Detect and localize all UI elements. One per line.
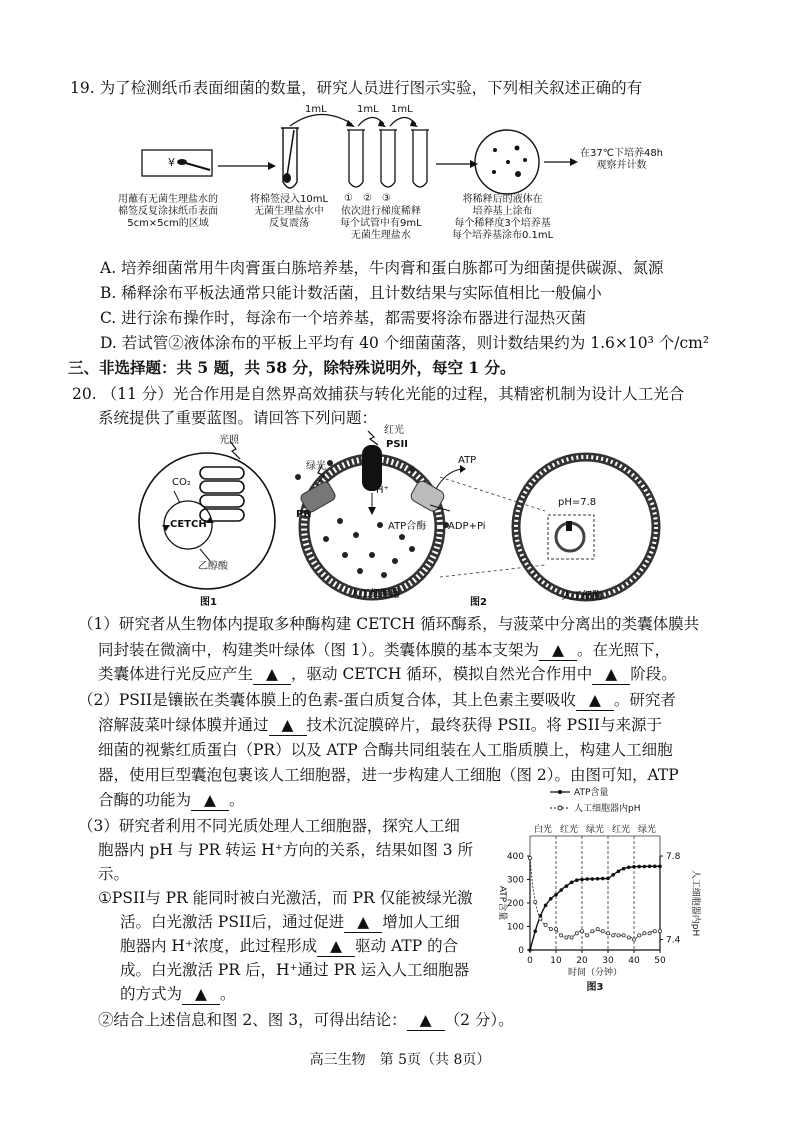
x-tick-label: 30 (602, 956, 614, 966)
q20-2-line5: 合酶的功能为 ▲ 。 (98, 791, 245, 809)
atp-point (554, 893, 558, 897)
y2-tick-label: 7.8 (666, 852, 681, 862)
q20-3-line2: 胞器内 pH 与 PR 转运 H⁺方向的关系，结果如图 3 所 (98, 841, 474, 859)
light-label-1: 红光 (559, 825, 579, 835)
step1-text: 用蘸有无菌生理盐水的 棉签反复涂抹纸币表面 5cm×5cm的区域 (118, 194, 218, 229)
atp-point (528, 948, 532, 952)
atp-point (643, 865, 647, 869)
x-tick-label: 40 (628, 956, 640, 966)
banknote (142, 150, 212, 176)
q20-3-line5: 活。白光激活 PSII后，通过促进 ▲ 增加人工细 (120, 913, 460, 931)
ph-point (601, 930, 604, 933)
ph-point (591, 930, 594, 933)
page-footer: 高三生物 第 5页（共 8页） (309, 1052, 491, 1068)
thylakoid-stack (200, 467, 244, 521)
q19-stem: 19. 为了检测纸币表面细菌的数量，研究人员进行图示实验，下列相关叙述正确的有 (70, 79, 643, 97)
tube-numbers: ① ② ③ (344, 193, 391, 204)
q20-3-line7: 成。白光激活 PR 后，H⁺通过 PR 运入人工细胞器 (120, 961, 470, 979)
q19-option-a: A. 培养细菌常用牛肉膏蛋白胨培养基，牛肉膏和蛋白胨都可为细菌提供碳源、氮源 (100, 259, 664, 277)
atp-point (601, 877, 605, 881)
q20-2-line2: 溶解菠菜叶绿体膜并通过 ▲ 技术沉淀膜碎片，最终获得 PSII。将 PSII与来源于 (98, 716, 662, 734)
q20-figures-1-2: 光照 CO₂ CETCH 乙醇酸 红光 PSII 绿光 PR H⁺ ATP ATP合酶 ADP+Pi pH=7.8 人工细胞器 人工细胞 图1 图2 (0, 425, 800, 610)
answer-blank[interactable]: ▲ (191, 790, 229, 811)
ph-point (612, 934, 615, 937)
ph-point (606, 932, 609, 935)
q20-1-line1: （1）研究者从生物体内提取多种酶构建 CETCH 循环酶系，与菠菜中分离出的类囊体膜共 (78, 615, 700, 633)
y2-axis-label: 人工细胞器内pH (690, 869, 700, 937)
atp-point (653, 865, 657, 869)
q20-3-line9: ②结合上述信息和图 2、图 3，可得出结论： ▲ （2 分）。 (98, 1011, 514, 1029)
ph-point (617, 934, 620, 937)
light-label-2: 绿光 (585, 825, 605, 835)
legend-ph-label: 人工细胞器内pH (574, 804, 641, 814)
atp-point (637, 865, 641, 869)
ph-point (539, 917, 542, 920)
atp-point (596, 877, 600, 881)
q20-1-line2: 同封装在微滴中，构建类叶绿体（图 1）。类囊体膜的基本支架为 ▲ 。在光照下， (98, 641, 671, 659)
ph-point (586, 934, 589, 937)
ph-point (653, 930, 656, 933)
q20-3-line4: ①PSII与 PR 能同时被白光激活，而 PR 仅能被绿光激 (98, 889, 473, 907)
answer-blank[interactable]: ▲ (407, 1010, 445, 1031)
q20-intro-1: 20. （11 分）光合作用是自然界高效捕获与转化光能的过程，其精密机制为设计人工光合 (72, 385, 685, 403)
atp-series-line (530, 866, 660, 950)
y-axis-label: ATP含量 (497, 885, 507, 921)
atp-point (580, 878, 584, 882)
ph-point (554, 928, 557, 931)
ph-point (575, 932, 578, 935)
atp-point (565, 884, 569, 888)
ph-point (648, 932, 651, 935)
q20-2-line3: 细菌的视紫红质蛋白（PR）以及 ATP 合酶共同组装在人工脂质膜上，构建人工细胞 (98, 741, 673, 759)
q20-2-line1: （2）PSII是镶嵌在类囊体膜上的色素-蛋白质复合体，其上色素主要吸收 ▲ 。研究者 (78, 691, 676, 709)
legend-atp-marker (558, 790, 562, 794)
atp-point (559, 888, 563, 892)
atp-point (549, 897, 553, 901)
legend-ph-marker (558, 806, 562, 810)
atp-point (606, 877, 610, 881)
step3-text: 依次进行梯度稀释 每个试管中有9mL 无菌生理盐水 (340, 206, 422, 241)
ph-point (528, 856, 531, 859)
x-tick-label: 20 (576, 956, 588, 966)
ph-point (596, 928, 599, 931)
ph-point (565, 936, 568, 939)
y-tick-label: 300 (506, 875, 524, 886)
ph-point (570, 936, 573, 939)
ph-point (534, 900, 537, 903)
section-three-heading: 三、非选择题：共 5 题，共 58 分，除特殊说明外，每空 1 分。 (68, 358, 516, 377)
atp-point (658, 865, 662, 869)
y-tick-label: 0 (518, 946, 524, 956)
q20-3-line6: 胞器内 H⁺浓度，此过程形成 ▲ 驱动 ATP 的合 (120, 937, 459, 955)
dilution-tubes (347, 130, 429, 187)
figure3-chart (488, 780, 708, 1012)
q19-option-d: D. 若试管②液体涂布的平板上平均有 40 个细菌菌落，则计数结果约为 1.6×10³ 个/cm² (100, 334, 710, 352)
q20-1-line3: 类囊体进行光反应产生 ▲ ，驱动 CETCH 循环，模拟自然光合作用中 ▲ 阶段。 (98, 665, 677, 683)
x-tick-label: 50 (654, 956, 666, 966)
q20-2-line4: 器，使用巨型囊泡包裹该人工细胞器，进一步构建人工细胞（图 2）。由图可知，ATP (98, 766, 679, 784)
ph-point (643, 932, 646, 935)
atp-point (544, 904, 548, 908)
q19-option-b: B. 稀释涂布平板法通常只能计数活菌，且计数结果与实际值相比一般偏小 (100, 284, 602, 302)
y-tick-label: 400 (506, 852, 524, 862)
atp-point (617, 869, 621, 873)
atp-point (575, 878, 579, 882)
light-label-3: 红光 (611, 825, 631, 835)
answer-blank[interactable]: ▲ (592, 664, 630, 685)
q20-3-line8: 的方式为 ▲ 。 (120, 985, 236, 1003)
q20-3-line1: （3）研究者利用不同光质处理人工细胞器，探究人工细 (78, 817, 460, 835)
light-label-4: 绿光 (637, 825, 657, 835)
ph-point (627, 936, 630, 939)
atp-point (533, 929, 537, 933)
x-axis-label: 时间（分钟） (567, 968, 623, 978)
ph-point (632, 938, 635, 941)
answer-blank[interactable]: ▲ (344, 912, 382, 933)
answer-blank[interactable]: ▲ (539, 640, 577, 661)
q20-intro-2: 系统提供了重要蓝图。请回答下列问题： (98, 409, 378, 427)
answer-blank[interactable]: ▲ (269, 715, 307, 736)
answer-blank[interactable]: ▲ (317, 936, 355, 957)
x-tick-label: 10 (550, 956, 562, 966)
atp-point (585, 877, 589, 881)
atp-point (632, 865, 636, 869)
step5-text: 在37℃下培养48h 观察并计数 (580, 148, 664, 171)
ph-point (560, 934, 563, 937)
y-tick-label: 200 (506, 899, 524, 909)
step2-text: 将棉签浸入10mL 无菌生理盐水中 反复震荡 (250, 194, 329, 229)
ph-point (580, 930, 583, 933)
answer-blank[interactable]: ▲ (576, 690, 614, 711)
answer-blank[interactable]: ▲ (182, 984, 220, 1005)
y2-tick-label: 7.4 (666, 935, 681, 946)
atp-point (648, 865, 652, 869)
ph-point (549, 928, 552, 931)
artificial-cell (516, 457, 656, 597)
q19-option-c: C. 进行涂布操作时，每涂布一个培养基，都需要将涂布器进行湿热灭菌 (100, 309, 587, 327)
step4-text: 将稀释后的液体在 培养基上涂布 每个稀释度3个培养基 每个培养基涂布0.1mL (452, 194, 554, 241)
answer-blank[interactable]: ▲ (253, 664, 291, 685)
y-tick-label: 100 (506, 922, 524, 933)
ph-point (622, 934, 625, 937)
atp-point (591, 877, 595, 881)
atp-point (622, 867, 626, 871)
legend-atp-label: ATP含量 (574, 788, 609, 798)
ph-point (544, 923, 547, 926)
atp-point (570, 881, 574, 885)
chart-title: 图3 (586, 982, 604, 993)
ph-point (638, 934, 641, 937)
q20-3-line3: 示。 (98, 865, 130, 883)
q19-figure: 1mL 1mL 1mL ¥ 用蘸有无菌生理盐水的 棉签反复涂抹纸币表面 5cm×5cm的区域 将棉签浸入10mL 无菌生理盐水中 反复震荡 ① ② ③ 依次进行梯度稀释 每个试管中有9mL 无菌生理盐水 将稀释后的液体在 培养基上涂布 每个稀释度3个培养基 每个培养基涂布0.1mL 在37℃下培养48h 观察并计数 (118, 104, 664, 241)
atp-point (627, 865, 631, 869)
ph-point (658, 930, 661, 933)
atp-point (611, 873, 615, 877)
x-tick-label: 0 (527, 956, 533, 966)
light-label-0: 白光 (533, 825, 553, 835)
